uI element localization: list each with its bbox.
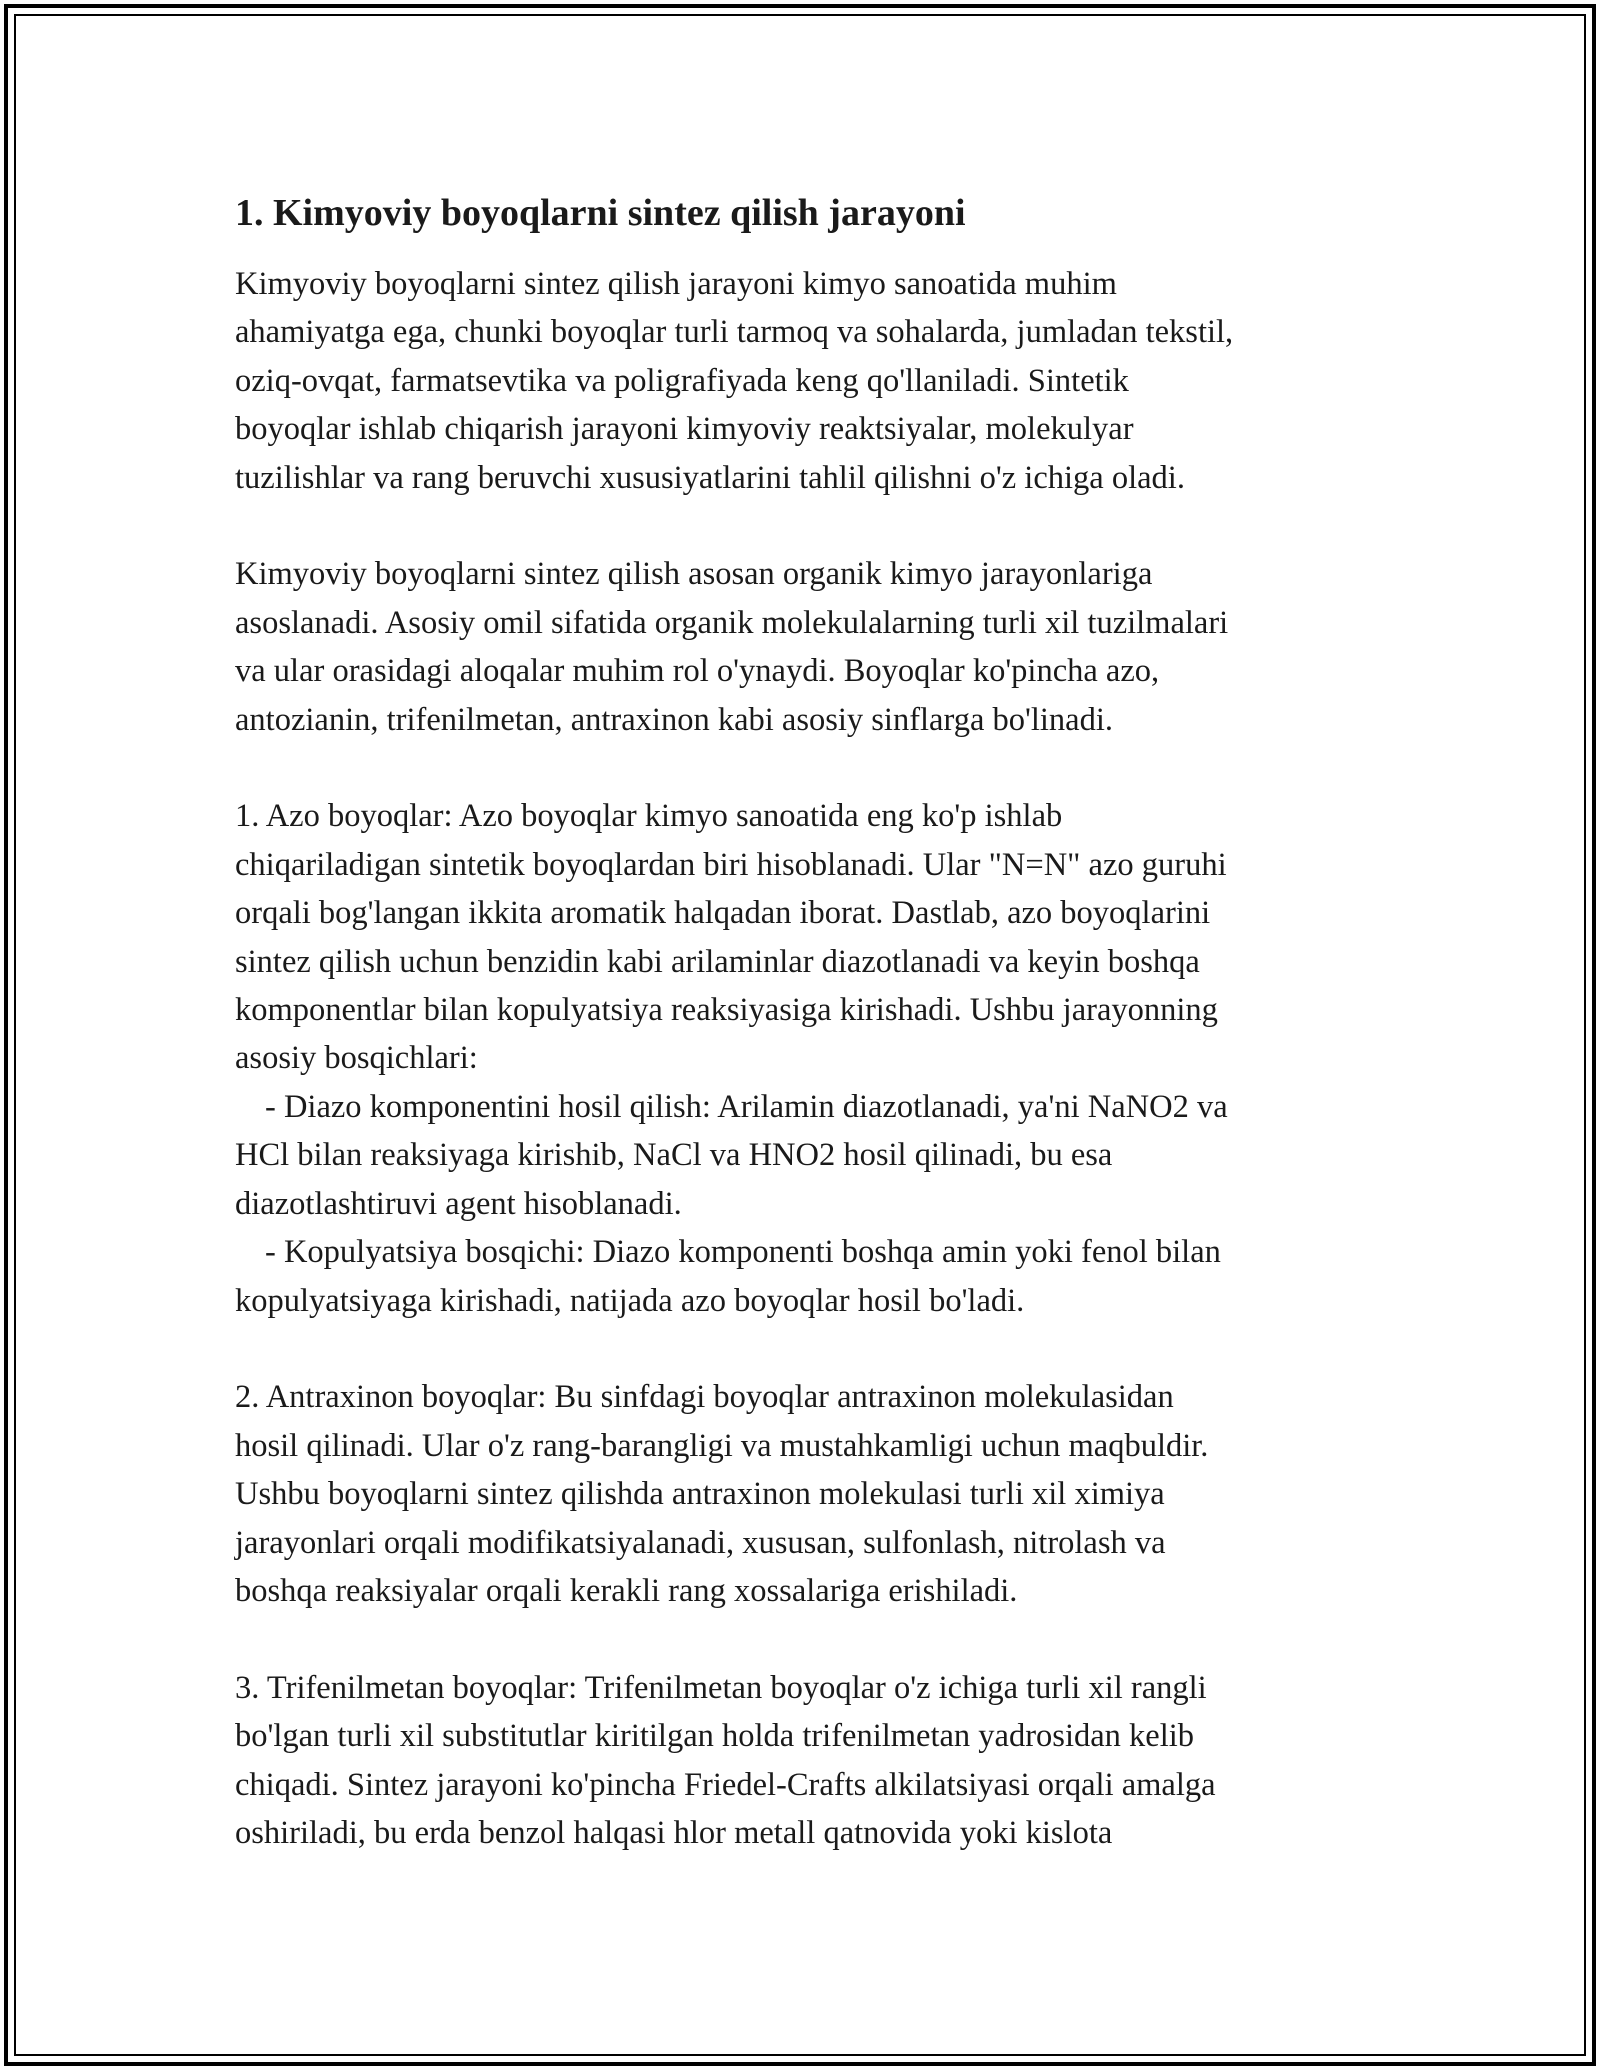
text-line: jarayonlari orqali modifikatsiyalanadi, xususan, sulfonlash, nitrolash va xyxy=(235,1524,1166,1561)
paragraph xyxy=(235,792,1375,1324)
text-line: asoslanadi. Asosiy omil sifatida organik molekulalarning turli xil tuzilmalari xyxy=(235,604,1229,641)
paragraph-list xyxy=(235,260,1375,1857)
paragraph xyxy=(235,550,1375,744)
text-line: bo'lgan turli xil substitutlar kiritilgan holda trifenilmetan yadrosidan kelib xyxy=(235,1718,1195,1755)
paragraph xyxy=(235,1373,1375,1615)
text-line: antozianin, trifenilmetan, antraxinon kabi asosiy sinflarga bo'linadi. xyxy=(235,701,1114,738)
text-line: orqali bog'langan ikkita aromatik halqadan iborat. Dastlab, azo boyoqlarini xyxy=(235,895,1211,932)
text-line: ahamiyatga ega, chunki boyoqlar turli tarmoq va sohalarda, jumladan tekstil, xyxy=(235,314,1234,351)
text-line: 1. Azo boyoqlar: Azo boyoqlar kimyo sanoatida eng ko'p ishlab xyxy=(235,798,1063,835)
text-line: Kimyoviy boyoqlarni sintez qilish asosan organik kimyo jarayonlariga xyxy=(235,556,1153,593)
paragraph xyxy=(235,260,1375,502)
text-line: komponentlar bilan kopulyatsiya reaksiyasiga kirishadi. Ushbu jarayonning xyxy=(235,992,1218,1029)
text-line: oshiriladi, bu erda benzol halqasi hlor metall qatnovida yoki kislota xyxy=(235,1814,1113,1851)
text-line: Ushbu boyoqlarni sintez qilishda antraxinon molekulasi turli xil ximiya xyxy=(235,1476,1165,1513)
text-line: 3. Trifenilmetan boyoqlar: Trifenilmetan boyoqlar o'z ichiga turli xil rangli xyxy=(235,1669,1207,1706)
text-line: sintez qilish uchun benzidin kabi arilaminlar diazotlanadi va keyin boshqa xyxy=(235,943,1200,980)
text-line: 2. Antraxinon boyoqlar: Bu sinfdagi boyoqlar antraxinon molekulasidan xyxy=(235,1379,1174,1416)
text-line: oziq-ovqat, farmatsevtika va poligrafiyada keng qo'llaniladi. Sintetik xyxy=(235,362,1129,399)
text-line: va ular orasidagi aloqalar muhim rol o'ynaydi. Boyoqlar ko'pincha azo, xyxy=(235,653,1160,690)
text-line: boshqa reaksiyalar orqali kerakli rang xossalariga erishiladi. xyxy=(235,1572,1018,1609)
text-line: chiqariladigan sintetik boyoqlardan biri hisoblanadi. Ular "N=N" azo guruhi xyxy=(235,846,1227,883)
bullet-line: - Kopulyatsiya bosqichi: Diazo komponenti boshqa amin yoki fenol bilan xyxy=(265,1234,1221,1271)
text-line: kopulyatsiyaga kirishadi, natijada azo boyoqlar hosil bo'ladi. xyxy=(235,1282,1025,1319)
text-line: hosil qilinadi. Ular o'z rang-barangligi va mustahkamligi uchun maqbuldir. xyxy=(235,1427,1209,1464)
text-line: Kimyoviy boyoqlarni sintez qilish jarayoni kimyo sanoatida muhim xyxy=(235,266,1117,302)
text-line: HCl bilan reaksiyaga kirishib, NaCl va HNO2 hosil qilinadi, bu esa xyxy=(235,1137,1113,1174)
section-heading: 1. Kimyoviy boyoqlarni sintez qilish jarayoni xyxy=(235,192,966,234)
document-body xyxy=(235,188,1375,1857)
text-line: tuzilishlar va rang beruvchi xususiyatlarini tahlil qilishni o'z ichiga oladi. xyxy=(235,459,1185,496)
paragraph xyxy=(235,1664,1375,1858)
text-line: chiqadi. Sintez jarayoni ko'pincha Friedel-Crafts alkilatsiyasi orqali amalga xyxy=(235,1766,1216,1803)
text-line: asosiy bosqichlari: xyxy=(235,1040,478,1077)
text-line: boyoqlar ishlab chiqarish jarayoni kimyoviy reaktsiyalar, molekulyar xyxy=(235,411,1134,448)
text-line: diazotlashtiruvi agent hisoblanadi. xyxy=(235,1185,682,1222)
bullet-line: - Diazo komponentini hosil qilish: Arilamin diazotlanadi, ya'ni NaNO2 va xyxy=(265,1088,1228,1125)
